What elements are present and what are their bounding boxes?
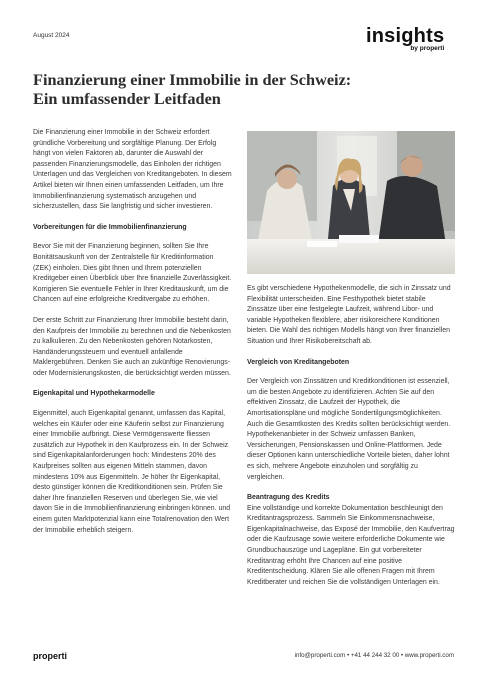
paragraph-credit-report: Bevor Sie mit der Finanzierung beginnen, sollten Sie Ihre Bonitätsauskunft von der Zentralstelle für Kreditinformation (ZEK) einholen. Dies gibt Ihnen und Ihrem potenziellen Kreditgeber einen Überblick über Ihre finanzielle Zuverlässigkeit. Korrigieren Sie eventuelle Fehler in Ihrer Kreditauskunft, um die Chancen auf eine erfolgreiche Kreditvergabe zu erhöhen. (33, 243, 232, 304)
insights-logo (366, 26, 444, 52)
title-line-2: Ein umfassender Leitfaden (33, 89, 221, 108)
section-heading-comparison: Vergleich von Kreditangeboten (247, 358, 350, 366)
section-heading-preparation: Vorbereitungen für die Immobilienfinanzierung (33, 223, 187, 231)
intro-paragraph: Die Finanzierung einer Immobilie in der Schweiz erfordert gründliche Vorbereitung und sorgfältige Planung. Der Erfolg hängt von vielen Faktoren ab, darunter die Auswahl der passenden Finanzierungsmodelle, das Einholen der richtigen Unterlagen und das Vergleichen von Kreditangeboten. In diesem Artikel bieten wir Ihnen einen umfassenden Leitfaden, um Ihre Immobilienfinanzierung systematisch anzugehen und sicherzustellen, dass Sie langfristig und sicher investieren. (33, 129, 232, 211)
article-title (33, 70, 453, 108)
publication-date: August 2024 (33, 32, 70, 39)
section-heading-equity: Eigenkapital und Hypothekarmodelle (33, 390, 155, 398)
paragraph-mortgage-models: Es gibt verschiedene Hypothekenmodelle, die sich in Zinssatz und Flexibilität unterscheiden. Eine Festhypothek bietet stabile Zinssätze über eine festgelegte Laufzeit, während Libor- und variable Hypotheken flexiblere, aber risikoreichere Konditionen bieten. Die Wahl des richtigen Modells hängt von Ihrer finanziellen Situation und Ihrer Risikobereitschaft ab. (247, 285, 451, 345)
article-photo-consultation (247, 131, 455, 274)
logo-wordmark: insights (366, 25, 445, 47)
logo-byline: by properti (410, 45, 445, 52)
section-heading-application: Beantragung des Kredits (247, 494, 330, 502)
footer-contact-info: info@properti.com • +41 44 244 32 00 • www.properti.com (294, 652, 454, 659)
title-line-1: Finanzierung einer Immobilie in der Schweiz: (33, 70, 352, 89)
paragraph-comparison: Der Vergleich von Zinssätzen und Kreditkonditionen ist essenziell, um die besten Angebote zu identifizieren. Achten Sie auf den effektiven Zinssatz, die Laufzeit der Hypothek, die Amortisationspläne und mögliche Sondertilgungsmöglichkeiten. Auch die Gesamtkosten des Kredits sollten berücksichtigt werden. Hypothekenanbieter in der Schweiz umfassen Banken, Versicherungen, Pensionskassen und Online-Plattformen. Jede dieser Optionen kann unterschiedliche Vorteile bieten, daher lohnt es sich, mehrere Angebote einzuholen und sorgfältig zu vergleichen. (247, 378, 451, 481)
left-column (33, 128, 233, 546)
paragraph-equity: Eigenmittel, auch Eigenkapital genannt, umfassen das Kapital, welches ein Käufer oder eine Käuferin selbst zur Finanzierung einer Immobilie aufbringt. Diese Vermögenswerte fliessen zusätzlich zur Hypothek in den Kaufprozess ein. In der Schweiz sind Eigenkapitalanforderungen hoch: Mindestens 20% des Kaufpreises sollten aus eigenen Mitteln stammen, davon mindestens 10% aus Eigenmitteln. Je höher Ihr Eigenkapital, desto günstiger können die Kreditkonditionen sein. Prüfen Sie daher Ihre finanziellen Reserven und überlegen Sie, wie viel davon Sie in die Immobilienfinanzierung einbringen können. und einem guten Marktpotenzial kann eine Totalrenovation den Wert der Immobilie erheblich steigern. (33, 410, 231, 534)
right-column (247, 284, 455, 598)
footer-brand-logo: properti (33, 651, 68, 661)
paragraph-purchase-costs: Der erste Schritt zur Finanzierung Ihrer Immobilie besteht darin, den Kaufpreis der Immobilie zu berechnen und die Nebenkosten zu kalkulieren. Zu den Nebenkosten gehören Notarkosten, Handänderungssteuern und eventuell anfallende Maklergebühren. Denken Sie auch an zukünftige Renovierungs- oder Modernisierungskosten, die berücksichtigt werden müssen. (33, 316, 231, 377)
paragraph-application: Eine vollständige und korrekte Dokumentation beschleunigt den Kreditantragsprozess. Sammeln Sie Einkommensnachweise, Eigenkapitalnachweise, das Exposé der Immobilie, den Kaufvertrag oder die Kaufzusage sowie weitere erforderliche Dokumente wie Grundbuchauszüge und Lagepläne. Ein gut vorbereiteter Kreditantrag erhöht Ihre Chancen auf eine positive Kreditentscheidung. Klären Sie alle offenen Fragen mit Ihrem Kreditberater und reichen Sie die vollständigen Unterlagen ein. (247, 504, 455, 586)
